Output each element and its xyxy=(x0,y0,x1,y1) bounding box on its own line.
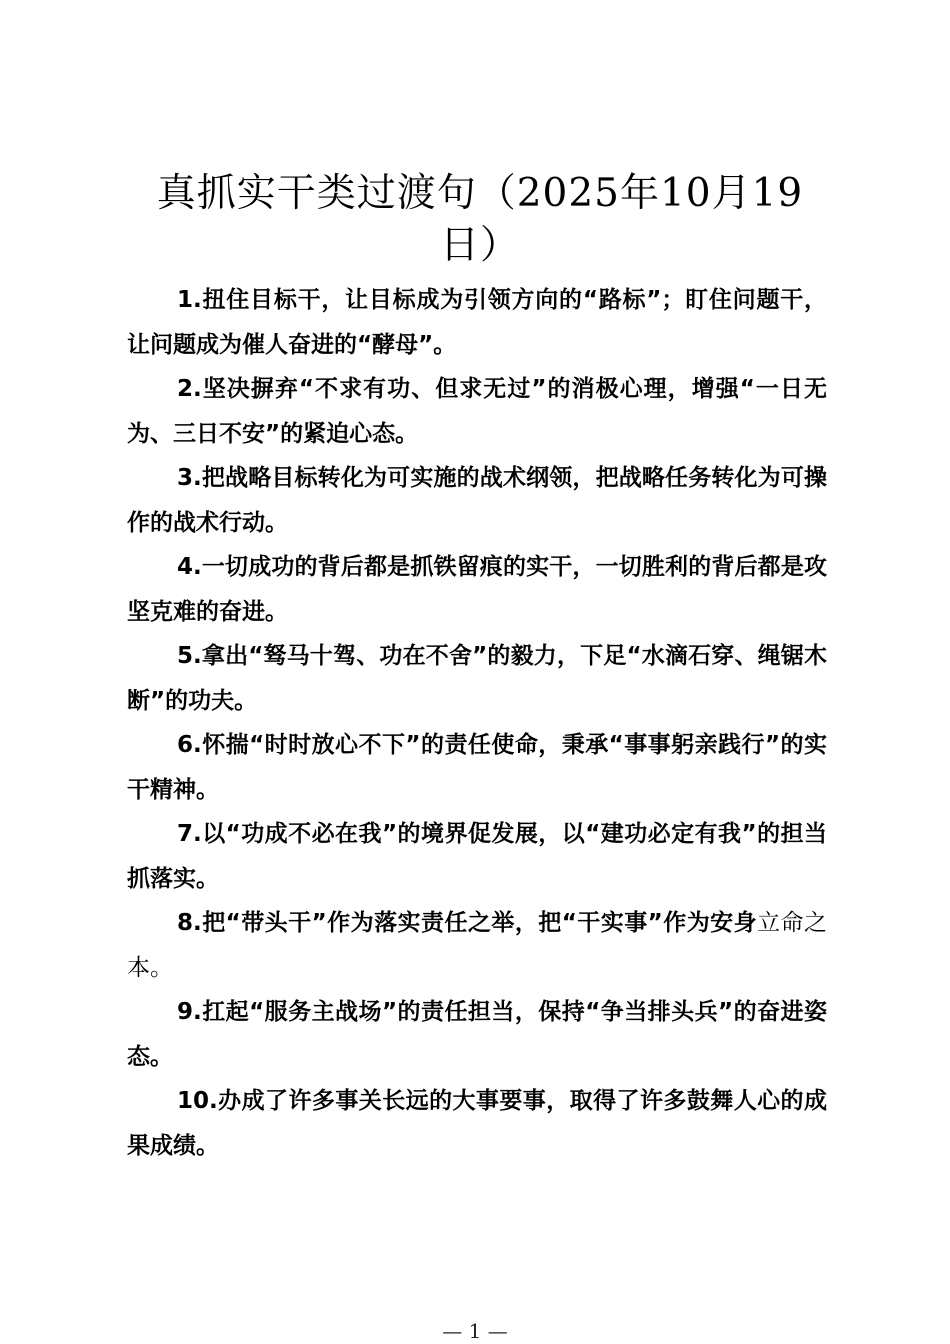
paragraph-9: 9.扛起“服务主战场”的责任担当，保持“争当排头兵”的奋进姿态。 xyxy=(127,999,827,1070)
document-body xyxy=(127,278,827,1168)
page-number: — 1 — xyxy=(442,1319,508,1343)
paragraph-8-regular-text: 立命之本。 xyxy=(127,910,827,981)
paragraph-4: 4.一切成功的背后都是抓铁留痕的实干，一切胜利的背后都是攻坚克难的奋进。 xyxy=(127,554,827,625)
document-title: 真抓实干类过渡句（2025年10月19日） xyxy=(156,171,804,268)
paragraph-7: 7.以“功成不必在我”的境界促发展，以“建功必定有我”的担当抓落实。 xyxy=(127,821,827,892)
paragraph-10: 10.办成了许多事关长远的大事要事，取得了许多鼓舞人心的成果成绩。 xyxy=(127,1088,827,1159)
paragraph-3: 3.把战略目标转化为可实施的战术纲领，把战略任务转化为可操作的战术行动。 xyxy=(127,465,827,536)
paragraph-6: 6.怀揣“时时放心不下”的责任使命，秉承“事事躬亲践行”的实干精神。 xyxy=(127,732,827,803)
paragraph-8-bold-text: 8.把“带头干”作为落实责任之举，把“干实事”作为安身 xyxy=(177,910,758,936)
paragraph-1: 1.扭住目标干，让目标成为引领方向的“路标”；盯住问题干，让问题成为催人奋进的“酵母”。 xyxy=(127,287,827,358)
paragraph-5: 5.拿出“驽马十驾、功在不舍”的毅力，下足“水滴石穿、绳锯木断”的功夫。 xyxy=(127,643,827,714)
paragraph-2: 2.坚决摒弃“不求有功、但求无过”的消极心理，增强“一日无为、三日不安”的紧迫心态。 xyxy=(127,376,827,447)
paragraph-8 xyxy=(127,901,827,990)
